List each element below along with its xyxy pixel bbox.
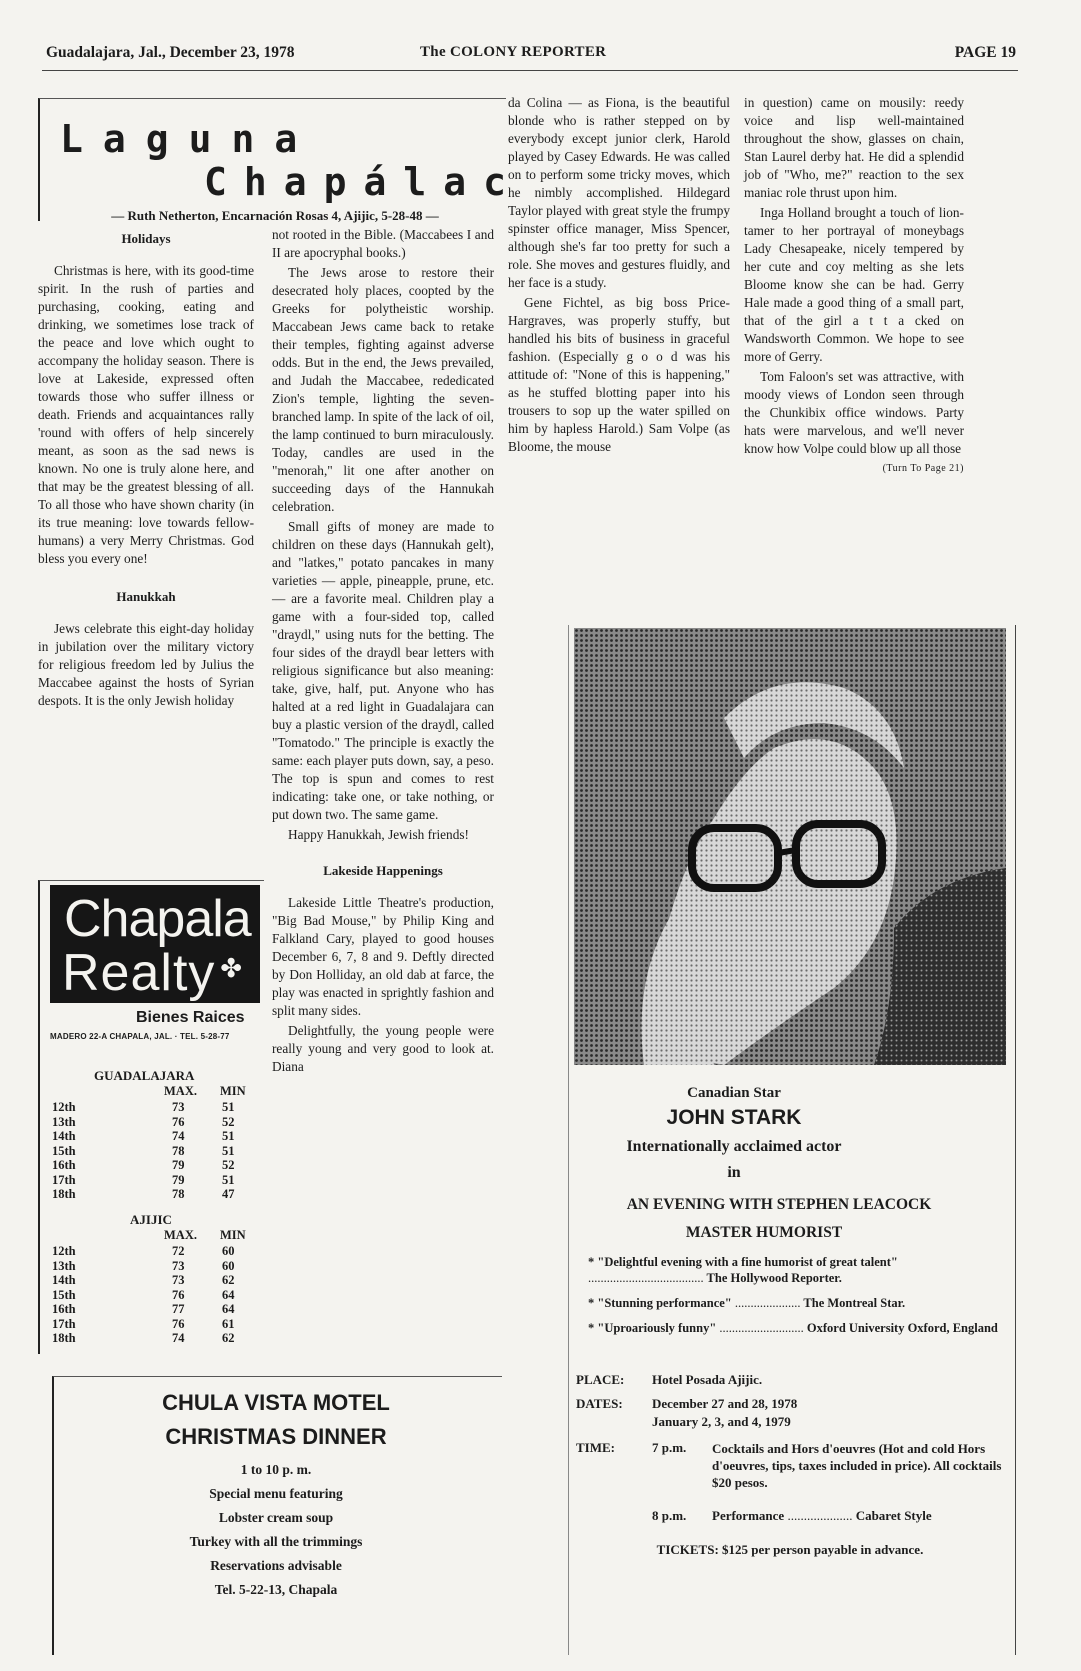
ajijic-temp-title: AJIJIC [130,1212,172,1227]
time-2-line: Performance .................... Cabaret Style [712,1508,932,1523]
column-title-line1: Laguna [60,117,318,161]
day-cell: 12th [52,1244,76,1258]
ajijic-max-header: MAX. [164,1228,197,1242]
page-number: PAGE 19 [954,44,1016,61]
min-cell: 51 [222,1100,235,1114]
ajijic-table-row [52,1317,252,1332]
lakeside-paragraph-5: in question) came on mousily: reedy voice and lisp well-maintained throughout the show, glasses on chain, Stan Laurel derby hat. He did a splendid job of "Who, me?" reaction to the sex maniac role thrust upon him. [744,95,964,200]
max-cell: 73 [172,1273,185,1287]
hanukkah-paragraph-2: not rooted in the Bible. (Maccabees I and II are apocryphal books.) [272,227,494,260]
quote-3-source: Oxford University Oxford, England [806,1321,998,1335]
day-cell: 17th [52,1316,76,1331]
motel-ad-reservations: Reservations advisable [210,1558,342,1573]
ajijic-table-row [52,1244,252,1259]
min-cell: 60 [222,1244,235,1258]
dates-label: DATES: [576,1396,623,1411]
time-1-description: Cocktails and Hors d'oeuvres (Hot and cold Hors d'oeuvres, tips, taxes included in price). All cocktails $20 pesos. [712,1441,1002,1490]
realty-address: MADERO 22-A CHAPALA, JAL. · TEL. 5-28-77 [50,1032,230,1041]
logo-word-chapala: Chapala [64,890,251,948]
dates-value-1: December 27 and 28, 1978 [652,1396,798,1411]
max-cell: 76 [172,1316,185,1331]
min-cell: 52 [222,1158,235,1172]
time-label: TIME: [576,1440,615,1455]
day-cell: 14th [52,1273,76,1287]
motel-ad-turkey: Turkey with all the trimmings [189,1534,363,1549]
jump-line: (Turn To Page 21) [882,463,964,474]
lakeside-paragraph-1: Lakeside Little Theatre's production, "Big Bad Mouse," by Philip King and Falkland Cary, played to good houses December 6, 7, 8 and 9. Deftly directed by Don Holliday, an old dab at farce, the play was enacted in sprightly fashion and split many sides. [272,895,494,1018]
quote-3-text: * "Uproariously funny" [588,1321,717,1335]
hanukkah-paragraph-3: The Jews arose to restore their desecrated holy places, coopted by the Greeks for polytheistic worship. Maccabean Jews came back to retake their temples, fighting against adverse odds. But in the end, the Jews prevailed, and Judah the Maccabee, rededicated Zion's temple, lighting the seven-branched lamp. In spite of the lack of oil, the lamp continued to burn miraculously. Today, candles are used in the "menorah," lit one after another on succeeding days of the Hannukah celebration. [272,265,494,514]
ajijic-table-row [52,1302,252,1317]
portrait-halftone-image [574,628,1006,1065]
lakeside-paragraph-3: da Colina — as Fiona, is the beautiful blonde who is rather stepped on by everybody except junior clerk, Harold played by Casey Edwards. He was called on to perform some tricky moves, which he nimbly accomplished. Hildegard Taylor played with great style the frumpy spinster office manager, Miss Spencer, although she's far too pretty for such a role. She moves and gestures fluidly, and her face is a study. [508,95,730,290]
motel-ad-soup: Lobster cream soup [218,1510,334,1525]
quote-2-source: The Montreal Star. [803,1296,906,1310]
stark-ad-acclaimed: Internationally acclaimed actor [626,1138,842,1155]
column-title-line2: Chapálac [204,160,524,204]
min-cell: 51 [222,1129,235,1143]
day-cell: 18th [52,1331,76,1345]
time-2-hour: 8 p.m. [652,1508,687,1523]
realty-tagline: Bienes Raices [136,1009,245,1026]
min-cell: 61 [222,1316,235,1331]
max-cell: 76 [172,1114,185,1129]
column-3 [508,94,730,458]
stark-ad-name: JOHN STARK [666,1106,802,1129]
guadalajara-table-row [52,1144,252,1159]
max-cell: 77 [172,1302,185,1316]
newspaper-name: The COLONY REPORTER [420,44,607,60]
max-cell: 73 [172,1100,185,1114]
motel-ad-phone: Tel. 5-22-13, Chapala [214,1582,338,1597]
column-2 [272,226,494,1078]
lakeside-paragraph-2: Delightfully, the young people were really young and very good to look at. Diana [272,1023,494,1074]
day-cell: 12th [52,1100,76,1114]
holidays-paragraph: Christmas is here, with its good-time spirit. In the rush of parties and purchasing, cooking, eating and drinking, we sometimes lose track of the peace and love which ought to accompany the holiday season. There is love at Lakeside, expressed often towards those who suffer illness or death. Friends and acquaintances rally 'round with offers of help sincerely meant, as soon as the sad news is known. No one is truly alone here, and that may be the greatest blessing of all. To all those who have shown charity (in its true meaning: love towards fellow-humans) a very Merry Christmas. God bless you every one! [38,263,254,566]
place-value: Hotel Posada Ajijic. [652,1372,763,1387]
quote-1-text: * "Delightful evening with a fine humorist of great talent" [588,1255,898,1269]
stark-ad-quote-1: * "Delightful evening with a fine humorist of great talent" ..................................... The Hollywood Reporter. [588,1255,898,1285]
quote-1-source: The Hollywood Reporter. [706,1271,842,1285]
guadalajara-table-row [52,1187,252,1202]
column-4 [744,94,964,478]
lakeside-paragraph-6: Inga Holland brought a touch of lion-tamer to her portrayal of moneybags Lady Chesapeake, nicely tempered by her cute and coy melting as she lets Bloome know she can be had. Gerry Hale made a good thing of a small part, that of the girl a t t a cked on Wandsworth Common. We hope to see more of Gerry. [744,205,964,364]
max-cell: 73 [172,1258,185,1273]
motel-ad-subtitle: CHRISTMAS DINNER [165,1424,387,1449]
day-cell: 15th [52,1143,76,1158]
lakeside-heading: Lakeside Happenings [323,863,443,878]
min-cell: 62 [222,1273,235,1287]
ajijic-temp-table [52,1244,252,1346]
lakeside-paragraph-4: Gene Fichtel, as big boss Price-Hargraves, was properly stuffy, but handled his bits of business in graceful fashion. (Especially g o o d was his attitude of: "None of this is happening," as he stuffed blotting paper into his trousers to sop up the water spilled on him by hapless Harold.) Sam Volpe (as Bloome, the mouse [508,295,730,454]
holidays-heading: Holidays [121,231,171,246]
guadalajara-table-row [52,1173,252,1188]
max-cell: 74 [172,1331,185,1345]
day-cell: 13th [52,1258,76,1273]
day-cell: 13th [52,1114,76,1129]
guadalajara-max-header: MAX. [164,1084,197,1098]
hanukkah-heading: Hanukkah [116,589,176,604]
stark-ad-in: in [727,1164,741,1181]
min-cell: 51 [222,1172,235,1187]
day-cell: 16th [52,1158,76,1172]
max-cell: 78 [172,1143,185,1158]
min-cell: 64 [222,1287,235,1302]
logo-word-realty: Realty [62,944,216,1002]
stark-ad-quote-3: * "Uproariously funny" ........................... Oxford University Oxford, England [588,1321,998,1335]
john-stark-portrait [574,628,1006,1065]
ajijic-table-row [52,1331,252,1346]
guadalajara-table-row [52,1129,252,1144]
column-1 [38,228,254,712]
hanukkah-paragraph-5: Happy Hanukkah, Jewish friends! [288,827,469,842]
guadalajara-min-header: MIN [220,1084,246,1098]
time-1-hour: 7 p.m. [652,1440,687,1455]
day-cell: 18th [52,1187,76,1201]
min-cell: 51 [222,1143,235,1158]
masthead [46,44,1016,66]
max-cell: 76 [172,1287,185,1302]
min-cell: 64 [222,1302,235,1316]
hanukkah-paragraph-1: Jews celebrate this eight-day holiday in jubilation over the military victory for religious freedom led by Julius the Maccabee against the hosts of Syrian despots. It is the only Jewish holiday [38,621,254,708]
min-cell: 47 [222,1187,235,1201]
clover-icon: ✤ [220,953,242,983]
chapala-realty-logo [50,885,260,1003]
ajijic-table-row [52,1259,252,1274]
quote-2-text: * "Stunning performance" [588,1296,732,1310]
place-label: PLACE: [576,1372,625,1387]
motel-ad-hours: 1 to 10 p. m. [240,1462,312,1477]
motel-ad-title: CHULA VISTA MOTEL [162,1390,390,1415]
motel-ad-menu: Special menu featuring [209,1486,343,1501]
guadalajara-table-row [52,1158,252,1173]
day-cell: 15th [52,1287,76,1302]
stark-ad-show-title: AN EVENING WITH STEPHEN LEACOCK [626,1196,932,1213]
guadalajara-temp-table [52,1100,252,1202]
lakeside-paragraph-7: Tom Faloon's set was attractive, with moody views of London seen through the Chunkibix office windows. Party hats were marvelous, and we'll never know how Volpe could blow up all those [744,369,964,456]
hanukkah-paragraph-4: Small gifts of money are made to children on these days (Hannukah gelt), and "latkes," potato pancakes in many varieties — apple, pineapple, prune, etc. — are a favorite meal. Children play a game with a four-sided top, called "draydl," using nuts for the betting. The four sides of the draydl bear letters with religious significance but also meaning: take, give, half, put. Anyone who has halted at a red light in Guadalajara can buy a plastic version of the draydl, called "Tomatodo." The principle is exactly the same: each player puts down, say, a peso. The top is spun and comes to rest indicating: take one, or take nothing, or put down two. The same game. [272,519,494,822]
stark-ad-line-canadian-star: Canadian Star [687,1085,781,1101]
min-cell: 62 [222,1331,235,1345]
day-cell: 16th [52,1302,76,1316]
day-cell: 17th [52,1172,76,1187]
guadalajara-table-row [52,1115,252,1130]
stark-ad-quote-2: * "Stunning performance" ..................... The Montreal Star. [588,1296,906,1310]
dateline: Guadalajara, Jal., December 23, 1978 [46,44,295,61]
guadalajara-table-row [52,1100,252,1115]
max-cell: 72 [172,1244,185,1258]
stark-ad-master-humorist: MASTER HUMORIST [685,1224,843,1241]
byline: — Ruth Netherton, Encarnación Rosas 4, Ajijic, 5-28-48 — [111,208,439,223]
ajijic-table-row [52,1288,252,1303]
max-cell: 79 [172,1158,185,1172]
tickets-line: TICKETS: $125 per person payable in advance. [656,1542,924,1557]
ajijic-table-row [52,1273,252,1288]
masthead-rule [42,70,1018,71]
min-cell: 60 [222,1258,235,1273]
dates-value-2: January 2, 3, and 4, 1979 [652,1414,791,1429]
min-cell: 52 [222,1114,235,1129]
ajijic-min-header: MIN [220,1228,246,1242]
max-cell: 78 [172,1187,185,1201]
max-cell: 79 [172,1172,185,1187]
time-2-description: Performance [712,1508,785,1523]
max-cell: 74 [172,1129,185,1143]
time-2-style: Cabaret Style [855,1508,932,1523]
day-cell: 14th [52,1129,76,1143]
guadalajara-temp-title: GUADALAJARA [94,1068,195,1083]
